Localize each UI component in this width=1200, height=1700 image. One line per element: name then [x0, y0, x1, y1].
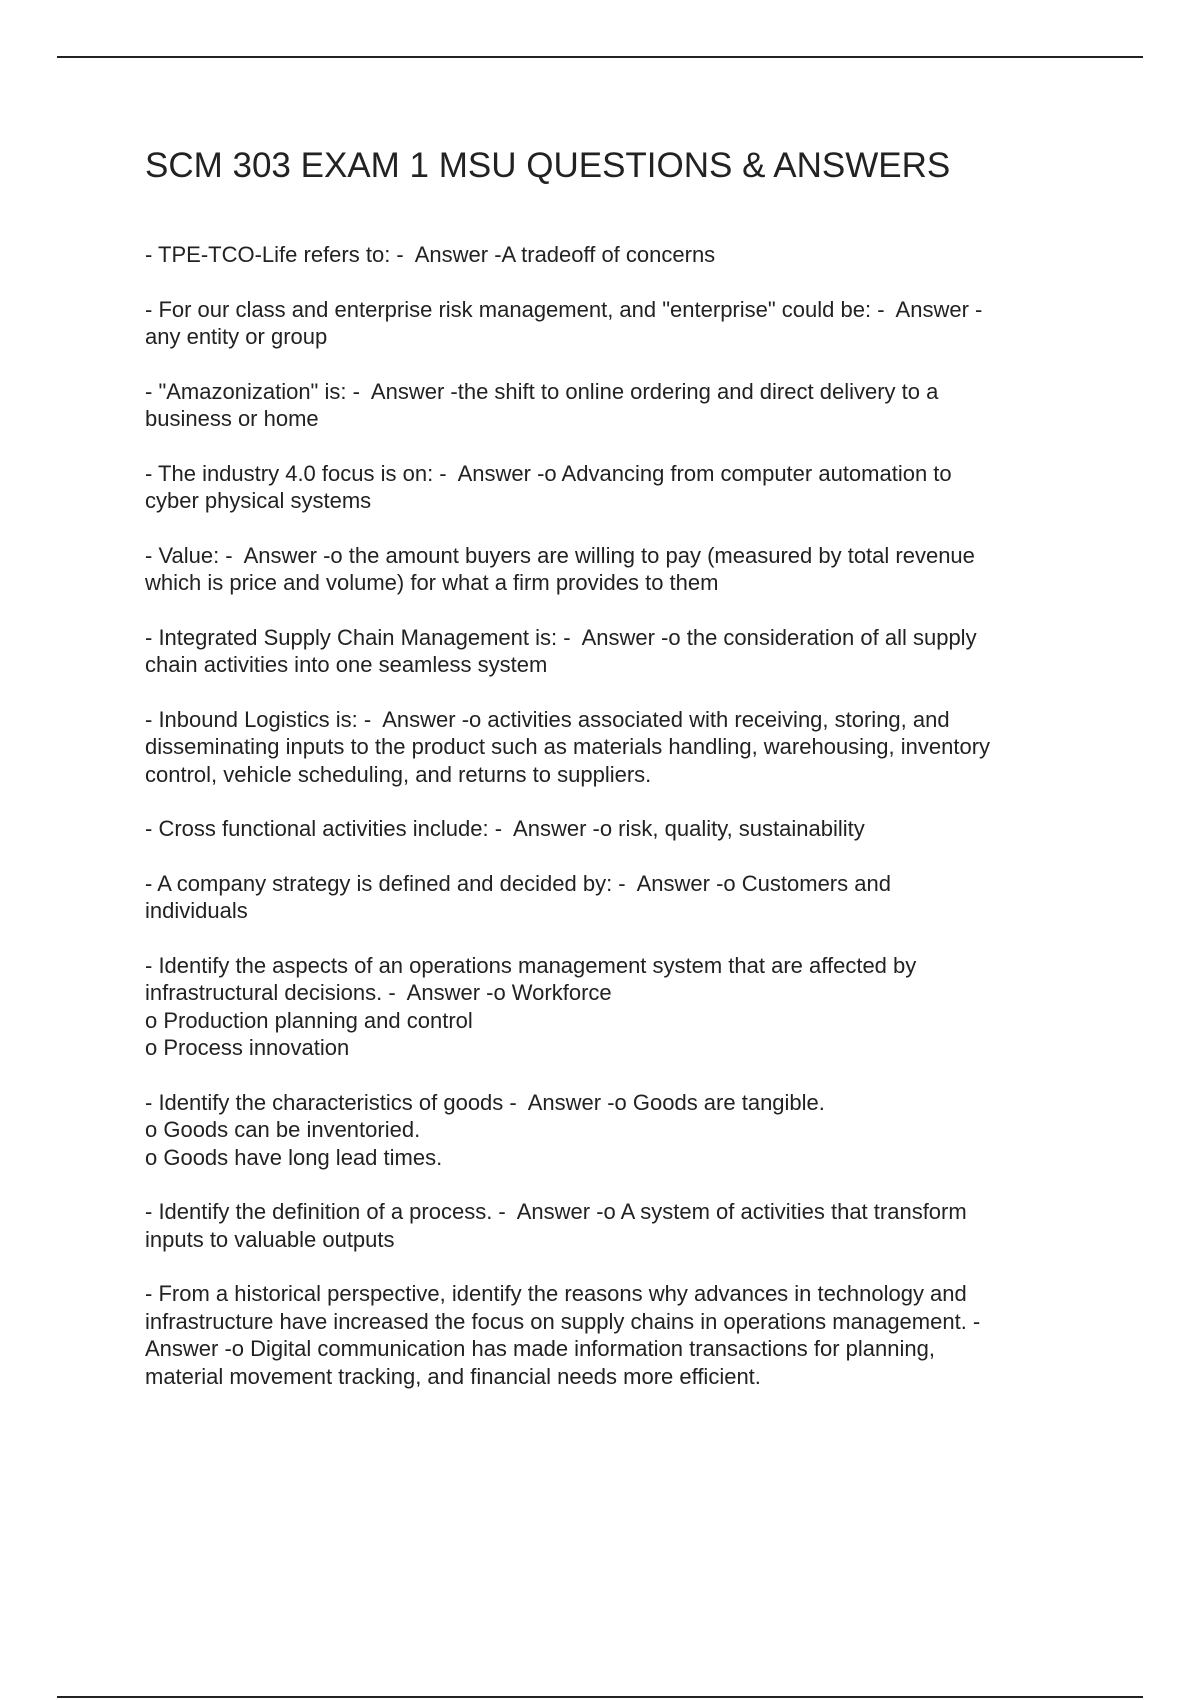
- qa-line: - Identify the aspects of an operations management system that are affected by: [145, 952, 917, 978]
- qa-line: individuals: [145, 898, 248, 923]
- qa-line: - Identify the characteristics of goods - Answer -o Goods are tangible.: [145, 1089, 825, 1115]
- qa-line: chain activities into one seamless system: [145, 652, 548, 677]
- qa-item: [145, 1089, 1080, 1172]
- qa-item: [145, 378, 1080, 433]
- qa-item: [145, 542, 1080, 597]
- qa-line: - Identify the definition of a process. - Answer -o A system of activities that transform: [145, 1199, 967, 1224]
- qa-item: [145, 870, 1080, 925]
- qa-line: - Inbound Logistics is: - Answer -o activities associated with receiving, storing, and: [145, 706, 950, 732]
- page-title: SCM 303 EXAM 1 MSU QUESTIONS & ANSWERS: [145, 146, 951, 185]
- qa-line: business or home: [145, 406, 319, 431]
- qa-item: [145, 706, 1080, 789]
- qa-line: - A company strategy is defined and decided by: - Answer -o Customers and: [145, 870, 891, 896]
- qa-line: any entity or group: [145, 324, 328, 349]
- qa-line: o Goods have long lead times.: [145, 1144, 443, 1170]
- qa-line: control, vehicle scheduling, and returns to suppliers.: [145, 761, 652, 787]
- qa-line: - For our class and enterprise risk management, and "enterprise" could be: - Answer -: [145, 296, 983, 322]
- qa-line: disseminating inputs to the product such as materials handling, warehousing, inventory: [145, 734, 991, 759]
- qa-line: o Production planning and control: [145, 1007, 473, 1033]
- qa-line: infrastructural decisions. - Answer -o Workforce: [145, 980, 612, 1005]
- qa-item: [145, 952, 1080, 1062]
- qa-line: infrastructure have increased the focus on supply chains in operations management. -: [145, 1308, 981, 1334]
- qa-item: [145, 1280, 1080, 1390]
- qa-line: o Process innovation: [145, 1035, 350, 1060]
- qa-line: inputs to valuable outputs: [145, 1226, 395, 1252]
- qa-line: which is price and volume) for what a firm provides to them: [145, 570, 719, 595]
- qa-line: material movement tracking, and financial needs more efficient.: [145, 1363, 761, 1389]
- qa-line: - Cross functional activities include: - Answer -o risk, quality, sustainability: [145, 816, 865, 841]
- qa-item: [145, 1198, 1080, 1253]
- qa-line: o Goods can be inventoried.: [145, 1117, 421, 1142]
- top-divider: [57, 56, 1143, 58]
- qa-item: [145, 241, 1080, 269]
- qa-line: - Value: - Answer -o the amount buyers are willing to pay (measured by total revenue: [145, 542, 975, 568]
- question-answer-list: [145, 241, 1080, 1417]
- qa-item: [145, 460, 1080, 515]
- qa-line: - TPE-TCO-Life refers to: - Answer -A tradeoff of concerns: [145, 242, 716, 267]
- qa-item: [145, 815, 1080, 843]
- qa-line: Answer -o Digital communication has made information transactions for planning,: [145, 1336, 935, 1361]
- qa-line: cyber physical systems: [145, 488, 372, 513]
- qa-line: - "Amazonization" is: - Answer -the shift to online ordering and direct delivery to a: [145, 378, 939, 404]
- qa-item: [145, 624, 1080, 679]
- qa-line: - Integrated Supply Chain Management is: - Answer -o the consideration of all supply: [145, 624, 977, 650]
- qa-item: [145, 296, 1080, 351]
- qa-line: - From a historical perspective, identify the reasons why advances in technology and: [145, 1281, 967, 1306]
- bottom-divider: [57, 1696, 1143, 1698]
- qa-line: - The industry 4.0 focus is on: - Answer -o Advancing from computer automation to: [145, 460, 952, 486]
